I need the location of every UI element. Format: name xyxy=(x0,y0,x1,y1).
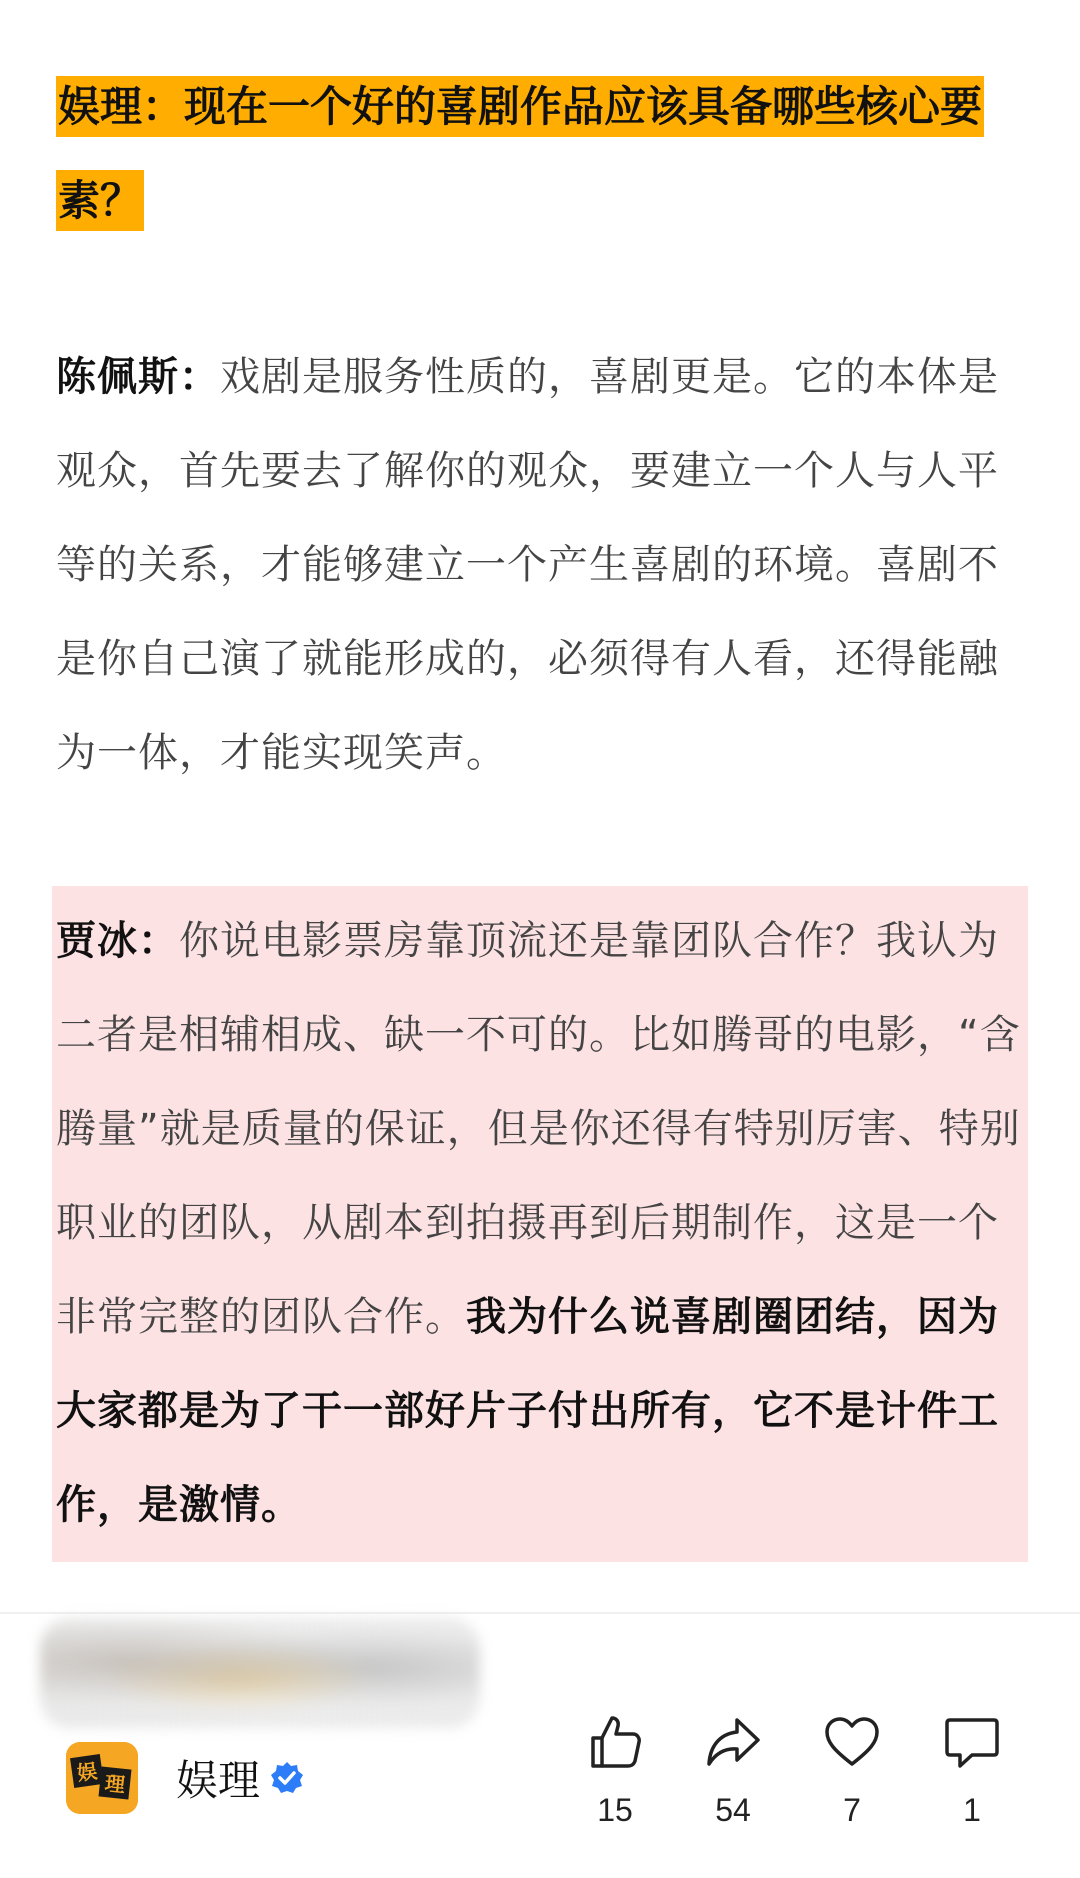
favorite-count: 7 xyxy=(843,1792,861,1828)
heart-icon xyxy=(822,1712,882,1772)
like-count: 15 xyxy=(597,1792,633,1828)
question-heading xyxy=(56,60,1026,248)
action-bar xyxy=(0,1712,1080,1842)
answer-paragraph-chen xyxy=(56,330,1026,800)
author-name[interactable]: 娱理 xyxy=(176,1756,261,1805)
speaker-name: 陈佩斯： xyxy=(56,354,220,400)
answer-bold-text: 我为什么说喜剧圈团结，因为大家都是为了干一部好片子付出所有，它不是计件工作，是激情。 xyxy=(56,1294,999,1528)
favorite-button[interactable] xyxy=(802,1712,902,1842)
like-button[interactable] xyxy=(565,1712,665,1842)
answer-text: 你说电影票房靠顶流还是靠团队合作？我认为二者是相辅相成、缺一不可的。比如腾哥的电影，“含腾量”就是质量的保证，但是你还得有特别厉害、特别职业的团队，从剧本到拍摄再到后期制作，这是一个非常完整的团队合作。 xyxy=(56,918,1021,1340)
answer-text: 戏剧是服务性质的，喜剧更是。它的本体是观众，首先要去了解你的观众，要建立一个人与人平等的关系，才能够建立一个产生喜剧的环境。喜剧不是你自己演了就能形成的，必须得有人看，还得能融为一体，才能实现笑声。 xyxy=(56,354,999,776)
answer-paragraph-jia xyxy=(56,894,1026,1552)
divider xyxy=(0,1612,1080,1614)
question-text: 娱理：现在一个好的喜剧作品应该具备哪些核心要素？ xyxy=(56,76,984,231)
share-arrow-icon xyxy=(703,1712,763,1772)
comment-bubble-icon xyxy=(942,1712,1002,1772)
repost-count: 54 xyxy=(715,1792,751,1828)
svg-text:娱: 娱 xyxy=(75,1758,99,1786)
svg-text:理: 理 xyxy=(103,1771,127,1797)
comment-count: 1 xyxy=(963,1792,981,1828)
speaker-name: 贾冰： xyxy=(56,918,179,964)
comment-button[interactable] xyxy=(922,1712,1022,1842)
repost-button[interactable] xyxy=(683,1712,783,1842)
thumbs-up-icon xyxy=(585,1712,645,1772)
